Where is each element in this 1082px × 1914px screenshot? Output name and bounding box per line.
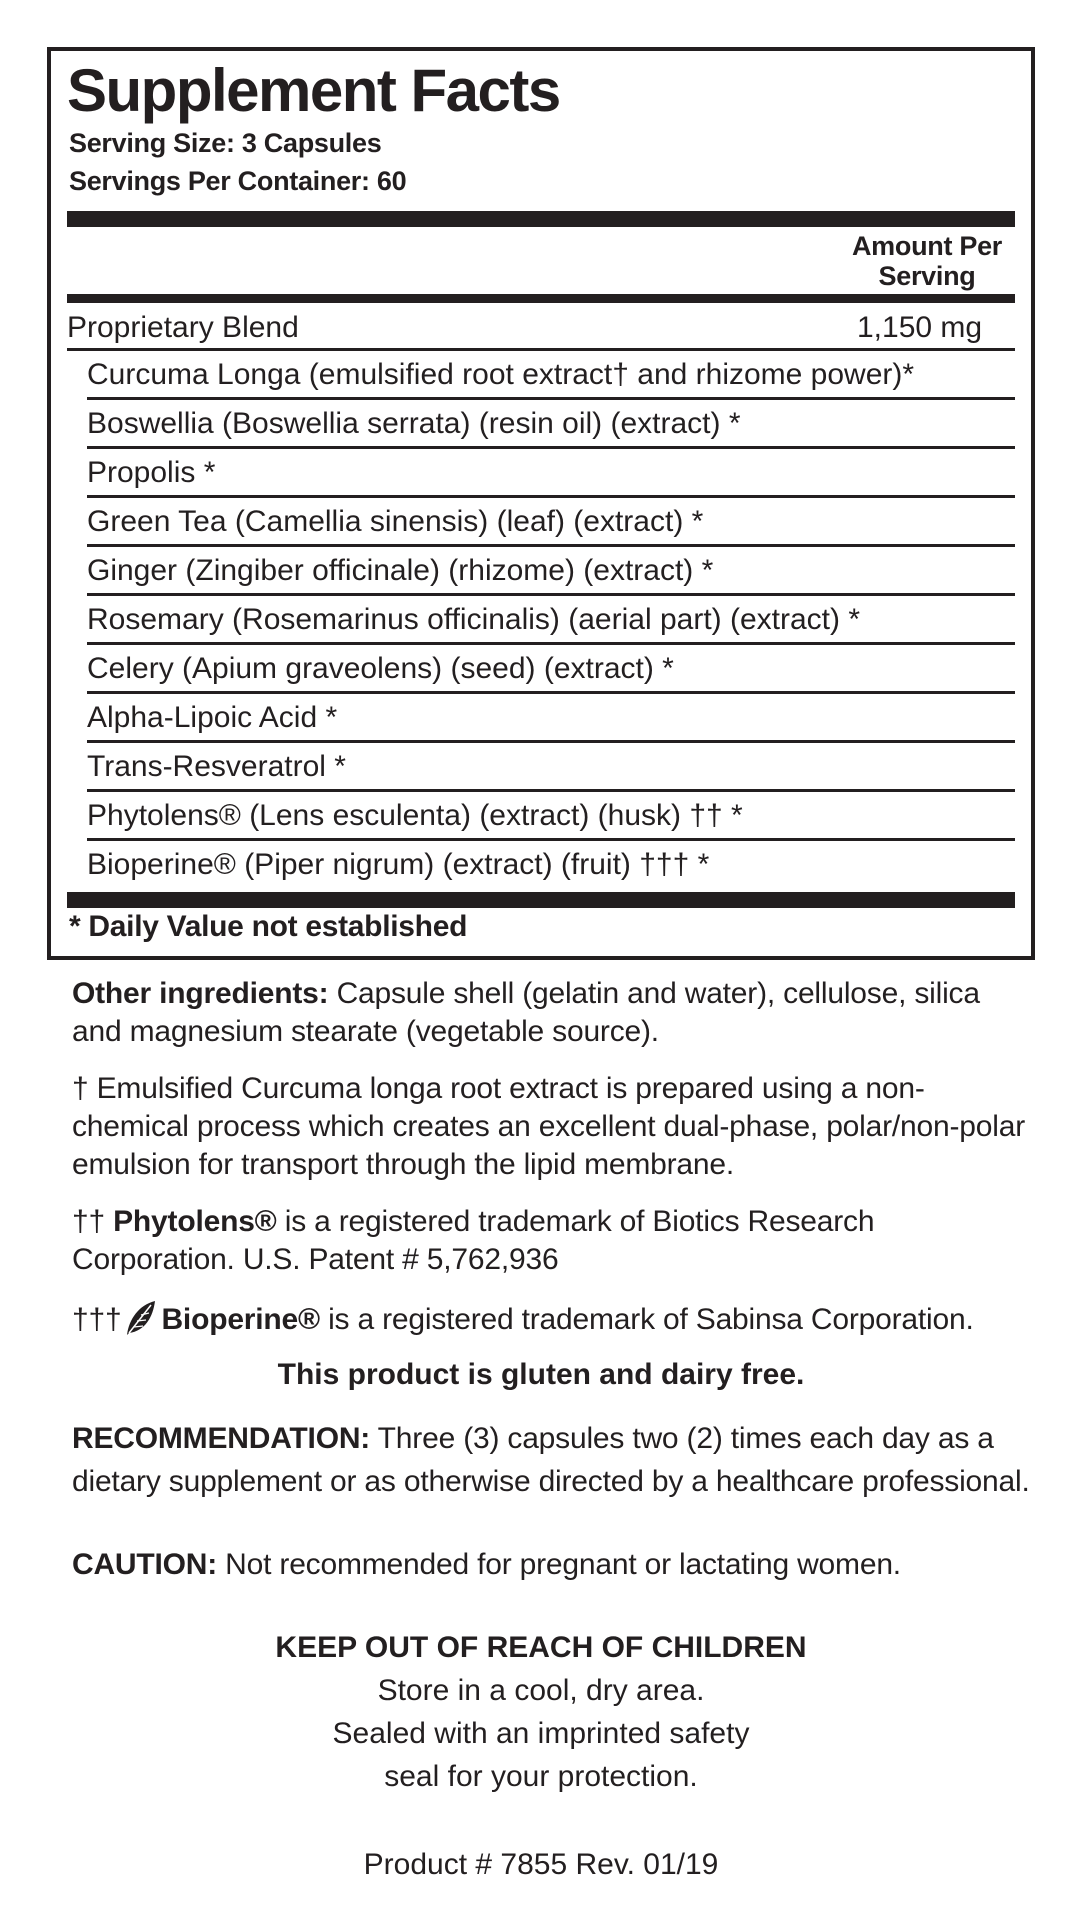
leaf-icon: [123, 1299, 157, 1337]
ingredient-row: Propolis *: [87, 449, 1015, 498]
serving-size: Serving Size: 3 Capsules: [69, 128, 382, 158]
ingredient-row: Alpha-Lipoic Acid *: [87, 694, 1015, 743]
thick-divider-header: [67, 294, 1015, 303]
ingredient-row: Rosemary (Rosemarinus officinalis) (aerial part) (extract) *: [87, 596, 1015, 645]
thick-divider-bottom: [67, 892, 1015, 908]
ingredient-list: [87, 351, 1015, 890]
ingredient-row: Bioperine® (Piper nigrum) (extract) (fruit) ††† *: [87, 848, 710, 881]
footnote-phytolens-text: is a registered trademark of Biotics Research Corporation. U.S. Patent # 5,762,936: [72, 1205, 875, 1276]
blend-name: Proprietary Blend: [67, 311, 299, 344]
footnote-bioperine-text: is a registered trademark of Sabinsa Corporation.: [319, 1303, 974, 1336]
ingredient-row: Ginger (Zingiber officinale) (rhizome) (extract) *: [87, 547, 1015, 596]
footnote-curcuma: † Emulsified Curcuma longa root extract is prepared using a non-chemical process which creates an excellent dual-phase, polar/non-polar emulsion for transport through the lipid membrane.: [72, 1072, 1025, 1181]
gluten-dairy-free-note: This product is gluten and dairy free.: [277, 1358, 805, 1391]
footnote-phytolens-mark: ††: [72, 1205, 114, 1238]
amount-header-line1: Amount Per: [851, 231, 1002, 261]
caution-label: CAUTION:: [72, 1548, 218, 1581]
recommendation-label: RECOMMENDATION:: [72, 1422, 371, 1455]
footnote-bioperine: [72, 1299, 1032, 1339]
ingredient-row: Curcuma Longa (emulsified root extract† and rhizome power)*: [87, 351, 1015, 400]
panel-title: Supplement Facts: [67, 57, 560, 124]
blend-amount: 1,150 mg: [857, 311, 983, 344]
supplement-facts-panel: [47, 47, 1035, 960]
storage-line-3: seal for your protection.: [384, 1760, 698, 1793]
ingredient-row: Boswellia (Boswellia serrata) (resin oil) (extract) *: [87, 400, 1015, 449]
ingredient-row: Trans-Resveratrol *: [87, 743, 1015, 792]
daily-value-note: * Daily Value not established: [69, 910, 468, 943]
footnote-bioperine-brand: Bioperine®: [161, 1303, 320, 1336]
footnote-bioperine-mark: †††: [72, 1303, 122, 1336]
footnote-phytolens-brand: Phytolens®: [113, 1205, 277, 1238]
proprietary-blend-row: [67, 303, 1015, 351]
other-ingredients-text: Capsule shell (gelatin and water), cellulose, silica and magnesium stearate (vegetable source).: [72, 977, 980, 1048]
thick-divider-top: [67, 211, 1015, 227]
caution: [72, 1546, 1032, 1584]
other-ingredients: [72, 975, 1032, 1051]
ingredient-row: Phytolens® (Lens esculenta) (extract) (husk) †† *: [87, 792, 1015, 841]
ingredient-row: Celery (Apium graveolens) (seed) (extract) *: [87, 645, 1015, 694]
other-ingredients-label: Other ingredients:: [72, 977, 329, 1010]
storage-line-1: Store in a cool, dry area.: [377, 1674, 705, 1707]
storage-line-2: Sealed with an imprinted safety: [332, 1717, 750, 1750]
servings-per-container: Servings Per Container: 60: [69, 166, 407, 196]
footnote-phytolens: [72, 1203, 1032, 1279]
recommendation-text: Three (3) capsules two (2) times each day as a dietary supplement or as otherwise directed by a healthcare professional.: [72, 1422, 1030, 1498]
amount-header-line2: Serving: [878, 261, 976, 291]
product-number: Product # 7855 Rev. 01/19: [363, 1848, 719, 1881]
amount-per-serving-header: [841, 231, 1013, 291]
keep-out-of-reach-heading: KEEP OUT OF REACH OF CHILDREN: [275, 1631, 807, 1664]
caution-text: Not recommended for pregnant or lactating women.: [217, 1548, 901, 1581]
ingredient-row: Green Tea (Camellia sinensis) (leaf) (extract) *: [87, 498, 1015, 547]
recommendation: [72, 1417, 1032, 1503]
